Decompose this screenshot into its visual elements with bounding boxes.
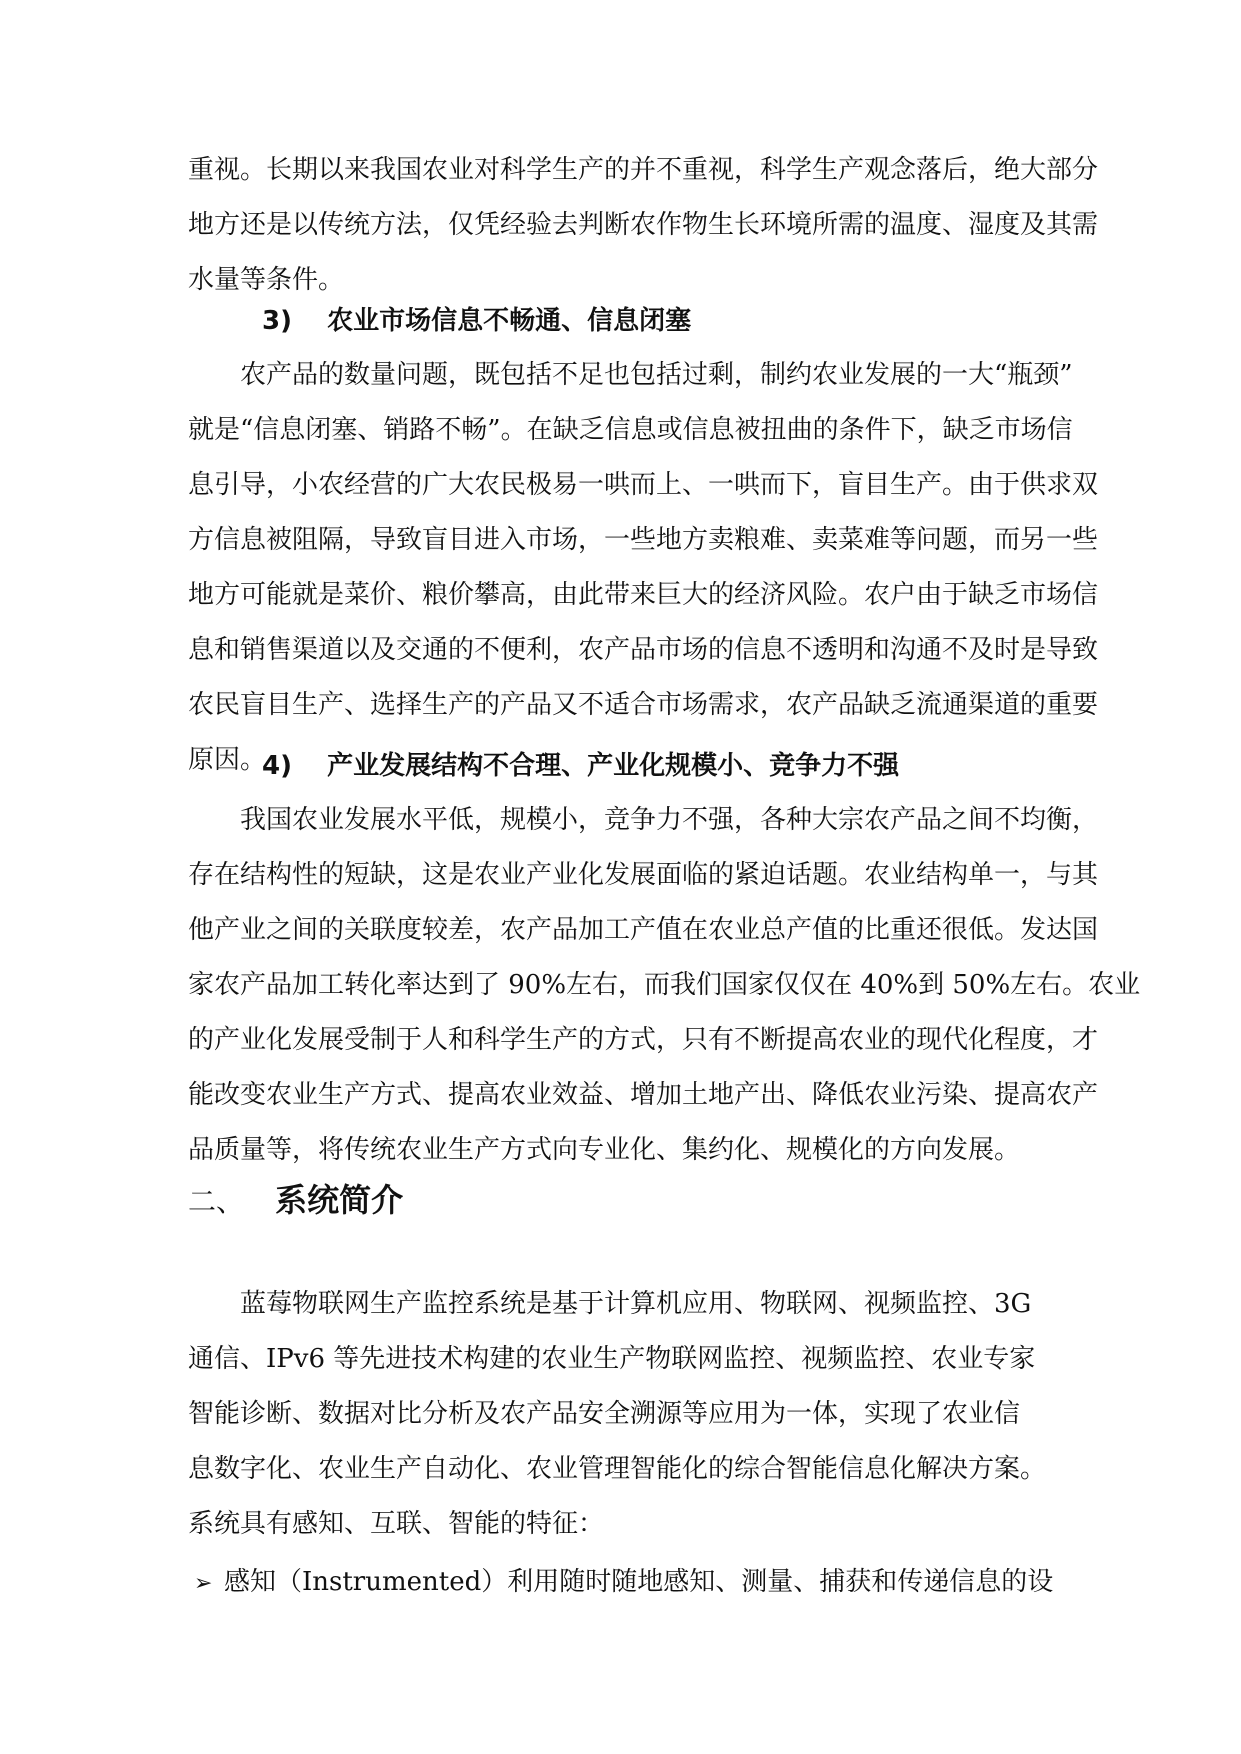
text-line: 的产业化发展受制于人和科学生产的方式，只有不断提高农业的现代化程度，才 bbox=[188, 1025, 1099, 1055]
paragraph-block-4 bbox=[188, 1277, 1058, 1552]
subheading-number: 3) bbox=[262, 306, 292, 336]
bullet-text: 感知（Instrumented）利用随时随地感知、测量、捕获和传递信息的设 bbox=[224, 1567, 1054, 1597]
text-line: 息数字化、农业生产自动化、农业管理智能化的综合智能信息化解决方案。 bbox=[188, 1454, 1047, 1484]
text-line: 息和销售渠道以及交通的不便利，农产品市场的信息不透明和沟通不及时是导致 bbox=[188, 635, 1099, 665]
subheading-number: 4) bbox=[262, 751, 292, 781]
text-line: 他产业之间的关联度较差，农产品加工产值在农业总产值的比重还很低。发达国 bbox=[188, 915, 1099, 945]
text-line: 息引导，小农经营的广大农民极易一哄而上、一哄而下，盲目生产。由于供求双 bbox=[188, 470, 1099, 500]
text-line: 通信、IPv6 等先进技术构建的农业生产物联网监控、视频监控、农业专家 bbox=[188, 1344, 1036, 1374]
paragraph-block-3 bbox=[188, 793, 1141, 1178]
text-line: 水量等条件。 bbox=[188, 265, 345, 295]
arrow-bullet-icon: ➢ bbox=[194, 1571, 213, 1596]
text-line: 原因。 bbox=[188, 745, 267, 775]
subheading-4 bbox=[262, 746, 899, 786]
paragraph-block-2 bbox=[188, 348, 1099, 788]
section-heading bbox=[188, 1175, 403, 1227]
text-line: 农产品的数量问题，既包括不足也包括过剩，制约农业发展的一大“瓶颈” bbox=[188, 360, 1073, 390]
text-line: 能改变农业生产方式、提高农业效益、增加土地产出、降低农业污染、提高农产 bbox=[188, 1080, 1099, 1110]
subheading-3 bbox=[262, 301, 691, 341]
text-line: 存在结构性的短缺，这是农业产业化发展面临的紧迫话题。农业结构单一，与其 bbox=[188, 860, 1099, 890]
paragraph-block-1 bbox=[188, 143, 1099, 308]
section-title-text: 系统简介 bbox=[275, 1181, 404, 1219]
text-line: 就是“信息闭塞、销路不畅”。在缺乏信息或信息被扭曲的条件下，缺乏市场信 bbox=[188, 415, 1073, 445]
text-line: 地方还是以传统方法，仅凭经验去判断农作物生长环境所需的温度、湿度及其需 bbox=[188, 210, 1099, 240]
subheading-text: 产业发展结构不合理、产业化规模小、竞争力不强 bbox=[327, 751, 900, 781]
text-line: 地方可能就是菜价、粮价攀高，由此带来巨大的经济风险。农户由于缺乏市场信 bbox=[188, 580, 1099, 610]
text-line: 我国农业发展水平低，规模小，竞争力不强，各种大宗农产品之间不均衡， bbox=[188, 805, 1099, 835]
text-line: 重视。长期以来我国农业对科学生产的并不重视，科学生产观念落后，绝大部分 bbox=[188, 155, 1099, 185]
text-line: 蓝莓物联网生产监控系统是基于计算机应用、物联网、视频监控、3G bbox=[188, 1289, 1032, 1319]
section-number: 二、 bbox=[188, 1185, 245, 1218]
text-line: 系统具有感知、互联、智能的特征： bbox=[188, 1509, 605, 1539]
bullet-item bbox=[194, 1557, 1064, 1609]
text-line: 家农产品加工转化率达到了 90%左右，而我们国家仅仅在 40%到 50%左右。农业 bbox=[188, 970, 1141, 1000]
text-line: 品质量等，将传统农业生产方式向专业化、集约化、规模化的方向发展。 bbox=[188, 1135, 1021, 1165]
text-line: 智能诊断、数据对比分析及农产品安全溯源等应用为一体，实现了农业信 bbox=[188, 1399, 1021, 1429]
text-line: 方信息被阻隔，导致盲目进入市场，一些地方卖粮难、卖菜难等问题，而另一些 bbox=[188, 525, 1099, 555]
text-line: 农民盲目生产、选择生产的产品又不适合市场需求，农产品缺乏流通渠道的重要 bbox=[188, 690, 1099, 720]
subheading-text: 农业市场信息不畅通、信息闭塞 bbox=[327, 306, 692, 336]
